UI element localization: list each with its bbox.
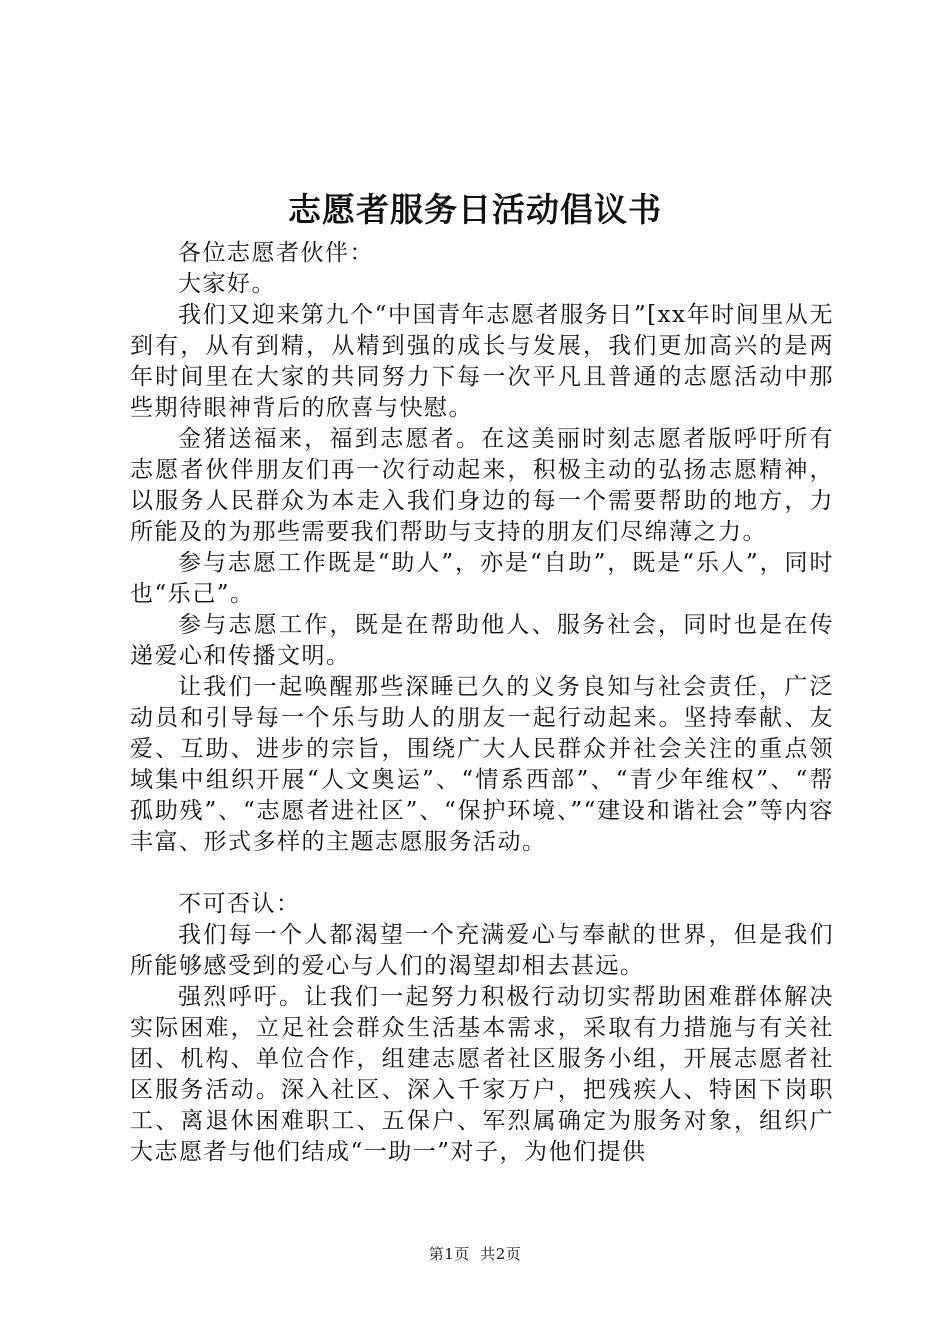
paragraph-desire: 我们每一个人都渴望一个充满爱心与奉献的世界，但是我们所能够感受到的爱心与人们的渴望却相去甚远。: [130, 922, 834, 979]
paragraph-mobilize: 让我们一起唤醒那些深睡已久的义务良知与社会责任，广泛动员和引导每一个乐与助人的朋友一起行动起来。坚持奉献、友爱、互助、进步的宗旨，围绕广大人民群众并社会关注的重点领域集中组织开展“人文奥运”、“情系西部”、“青少年维权”、“帮孤助残”、“志愿者进社区”、“保护环境、”“建设和谐社会”等内容丰富、形式多样的主题志愿服务活动。: [130, 674, 834, 855]
paragraph-undeniable: 不可否认：: [178, 891, 301, 917]
paragraph-salutation: 各位志愿者伙伴：: [178, 240, 374, 266]
paragraph-help-others: 参与志愿工作既是“助人”，亦是“自助”，既是“乐人”，同时也“乐己”。: [130, 550, 834, 607]
document-title: 志愿者服务日活动倡议书: [288, 190, 662, 229]
paragraph-call-to-action: 金猪送福来，福到志愿者。在这美丽时刻志愿者版呼吁所有志愿者伙伴朋友们再一次行动起来，积极主动的弘扬志愿精神，以服务人民群众为本走入我们身边的每一个需要帮助的地方，力所能及的为那些需要我们帮助与支持的朋友们尽绵薄之力。: [130, 426, 834, 545]
document-body: [130, 238, 834, 1168]
paragraph-intro: 我们又迎来第九个“中国青年志愿者服务日”[xx年时间里从无到有，从有到精，从精到强的成长与发展，我们更加高兴的是两年时间里在大家的共同努力下每一次平凡且普通的志愿活动中那些期待眼神背后的欣喜与快慰。: [130, 302, 834, 421]
page-number: 第1页 共2页: [428, 1245, 522, 1263]
paragraph-spread-love: 参与志愿工作，既是在帮助他人、服务社会，同时也是在传递爱心和传播文明。: [130, 612, 834, 669]
paragraph-greeting: 大家好。: [178, 271, 276, 297]
page-footer: [0, 1244, 950, 1264]
paragraph-appeal: 强烈呼吁。让我们一起努力积极行动切实帮助困难群体解决实际困难，立足社会群众生活基本需求，采取有力措施与有关社团、机构、单位合作，组建志愿者社区服务小组，开展志愿者社区服务活动。深入社区、深入千家万户，把残疾人、特困下岗职工、离退休困难职工、五保户、军烈属确定为服务对象，组织广大志愿者与他们结成“一助一”对子，为他们提供: [130, 984, 834, 1165]
